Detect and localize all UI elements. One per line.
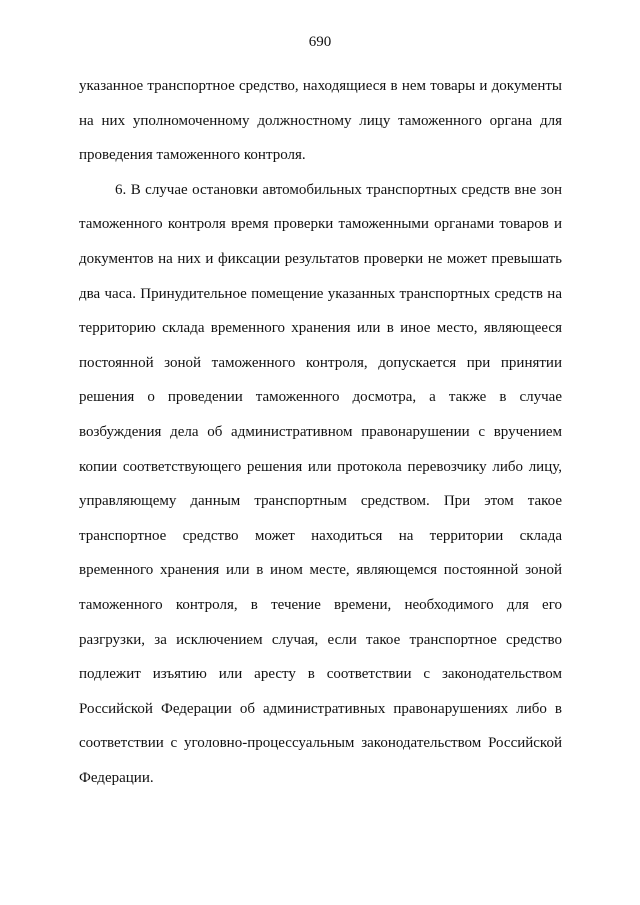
- text-line: документов на них и фиксации результатов проверки не может превышать: [79, 250, 562, 267]
- text-line: управляющему данным транспортным средством. При этом такое: [79, 493, 562, 510]
- text-line: указанное транспортное средство, находящиеся в нем товары и документы: [79, 78, 562, 94]
- text-line: Федерации.: [79, 769, 154, 786]
- text-line: временного хранения или в ином месте, являющемся постоянной зоной: [79, 562, 562, 579]
- text-line: транспортное средство может находиться на территории склада: [79, 527, 562, 544]
- text-line: два часа. Принудительное помещение указанных транспортных средств на: [79, 285, 562, 302]
- text-line: решения о проведении таможенного досмотра, а также в случае: [79, 389, 562, 406]
- paragraph-item-6: [79, 173, 562, 796]
- text-line: подлежит изъятию или аресту в соответствии с законодательством: [79, 666, 562, 683]
- document-body: [79, 69, 562, 795]
- text-line: таможенного контроля, в течение времени, необходимого для его: [79, 596, 562, 613]
- text-line: 6. В случае остановки автомобильных транспортных средств вне зон: [115, 181, 562, 198]
- text-line: соответствии с уголовно-процессуальным законодательством Российской: [79, 735, 562, 752]
- text-line: постоянной зоной таможенного контроля, допускается при принятии: [79, 354, 562, 371]
- text-line: проведения таможенного контроля.: [79, 147, 306, 164]
- text-line: Российской Федерации об административных правонарушениях либо в: [79, 700, 562, 717]
- paragraph-continuation: [79, 69, 562, 173]
- text-line: таможенного контроля время проверки таможенными органами товаров и: [79, 216, 562, 233]
- text-line: территорию склада временного хранения или в иное место, являющееся: [79, 320, 562, 337]
- text-line: на них уполномоченному должностному лицу таможенного органа для: [79, 112, 562, 129]
- text-line: разгрузки, за исключением случая, если такое транспортное средство: [79, 631, 562, 648]
- page-number: 690: [308, 34, 332, 50]
- text-line: возбуждения дела об административном правонарушении с вручением: [79, 423, 562, 440]
- text-line: копии соответствующего решения или протокола перевозчику либо лицу,: [79, 458, 562, 475]
